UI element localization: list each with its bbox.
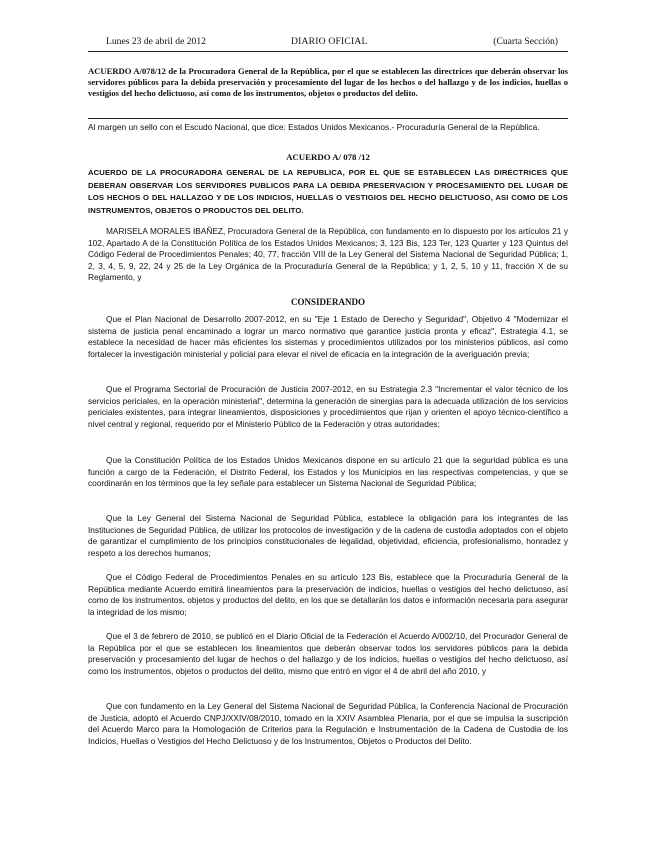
- header-date: Lunes 23 de abril de 2012: [106, 36, 206, 47]
- page-header: [106, 36, 566, 50]
- paragraph-6: Que el 3 de febrero de 2010, se publicó en el Diario Oficial de la Federación el Acuerdo A/002/10, del Procurador General de la República por el que se establecen los lineamientos que deberán observar todos los servidores públicos para la debida preservación y procesamiento del lugar de hechos o del hallazgo y de los indicios, huellas o vestigios del hecho delictuoso, así como los instrumentos, objetos o productos del delito, mismo que entró en vigor el 4 de abril del año 2010, y: [88, 631, 568, 676]
- header-section: (Cuarta Sección): [493, 36, 558, 47]
- summary-rule: [88, 118, 568, 119]
- header-rule: [88, 51, 568, 52]
- paragraph-1: Que el Plan Nacional de Desarrollo 2007-2012, en su "Eje 1 Estado de Derecho y Seguridad", Objetivo 4 "Modernizar el sistema de justicia penal encaminado a lograr un marco normativo que garantice justicia pronta y eficaz", Estrategia 4.1, se establece la necesidad de hacer más eficientes los sistemas y procedimientos utilizados por los ministerios públicos, así como fortalecer la investigación ministerial y policial para elevar el nivel de eficacia en la integración de la averiguación previa;: [88, 314, 568, 359]
- agreement-title: ACUERDO A/ 078 /12: [286, 152, 370, 162]
- paragraph-5: Que el Código Federal de Procedimientos Penales en su artículo 123 Bis, establece que la Procuraduría General de la República mediante Acuerdo emitirá lineamientos para la preservación de indicios, huellas o vestigios del hecho delictuoso, así como de los instrumentos, objetos y productos del delito, en los que se detallarán los datos e información necesaria para asegurar la integridad de los mismo;: [88, 572, 568, 617]
- paragraph-2: Que el Programa Sectorial de Procuración de Justicia 2007-2012, en su Estrategia 2.3 "Incrementar el valor técnico de los servicios periciales, en la operación ministerial", determina la generación de sinergias para la adecuada utilización de los servicios periciales existentes, para integrar lineamientos, disposiciones y procedimientos que rijan y orienten el apoyo técnico-científico a nivel central y regional, requerido por el Ministerio Público de la Federación y otras autoridades;: [88, 384, 568, 429]
- margin-note: Al margen un sello con el Escudo Nacional, que dice: Estados Unidos Mexicanos.- Procuraduría General de la República.: [88, 122, 540, 132]
- paragraph-3: Que la Constitución Política de los Estados Unidos Mexicanos dispone en su artículo 21 que la seguridad pública es una función a cargo de la Federación, el Distrito Federal, los Estados y los Municipios en las respectivas competencias, y que se coordinarán en los términos que la ley señale para establecer un Sistema Nacional de Seguridad Pública;: [88, 455, 568, 489]
- intro-paragraph: MARISELA MORALES IBAÑEZ, Procuradora General de la República, con fundamento en lo dispuesto por los artículos 21 y 102, Apartado A de la Constitución Política de los Estados Unidos Mexicanos; 3, 123 Bis, 123 Ter, 123 Quarter y 123 Quintus del Código Federal de Procedimientos Penales; 40, 77, fracción VIII de la Ley General del Sistema Nacional de Seguridad Pública; 1, 2, 3, 4, 5, 9, 22, 24 y 25 de la Ley Orgánica de la Procuraduría General de la República; y 1, 2, 5, 10 y 11, fracción X de su Reglamento, y: [88, 226, 568, 283]
- considerando-heading: CONSIDERANDO: [290, 297, 365, 307]
- agreement-summary: ACUERDO A/078/12 de la Procuradora General de la República, por el que se establecen las directrices que deberán observar los servidores públicos para la debida preservación y procesamiento del lugar de los hechos o del hallazgo y de los indicios, huellas o vestigios del hecho delictuoso, así como de los instrumentos, objetos o productos del delito.: [88, 66, 568, 98]
- paragraph-7: Que con fundamento en la Ley General del Sistema Nacional de Seguridad Pública, la Conferencia Nacional de Procuración de Justicia, adoptó el Acuerdo CNPJ/XXIV/08/2010, tomado en la XXIV Asamblea Plenaria, por el que se impulsa la suscripción del Acuerdo Marco para la Homologación de Criterios para la Regulación e Instrumentación de la Cadena de Custodia de los Indicios, Huellas o Vestigios del Hecho Delictuoso y de los Instrumentos, Objetos o Productos del Delito.: [88, 701, 568, 746]
- agreement-caps-title: ACUERDO DE LA PROCURADORA GENERAL DE LA REPUBLICA, POR EL QUE SE ESTABLECEN LAS DIRECTRICES QUE DEBERAN OBSERVAR LOS SERVIDORES PUBLICOS PARA LA DEBIDA PRESERVACION Y PROCESAMIENTO DEL LUGAR DE LOS HECHOS O DEL HALLAZGO Y DE LOS INDICIOS, HUELLAS O VESTIGIOS DEL HECHO DELICTUOSO, ASI COMO DE LOS INSTRUMENTOS, OBJETOS O PRODUCTOS DEL DELITO.: [88, 168, 568, 215]
- paragraph-4: Que la Ley General del Sistema Nacional de Seguridad Pública, establece la obligación para los integrantes de las Instituciones de Seguridad Pública, de utilizar los protocolos de investigación y de la cadena de custodia adoptados con el objeto de garantizar el cumplimiento de los principios constitucionales de legalidad, objetividad, eficiencia, profesionalismo, honradez y respeto a los derechos humanos;: [88, 513, 568, 558]
- header-publication: DIARIO OFICIAL: [291, 36, 368, 47]
